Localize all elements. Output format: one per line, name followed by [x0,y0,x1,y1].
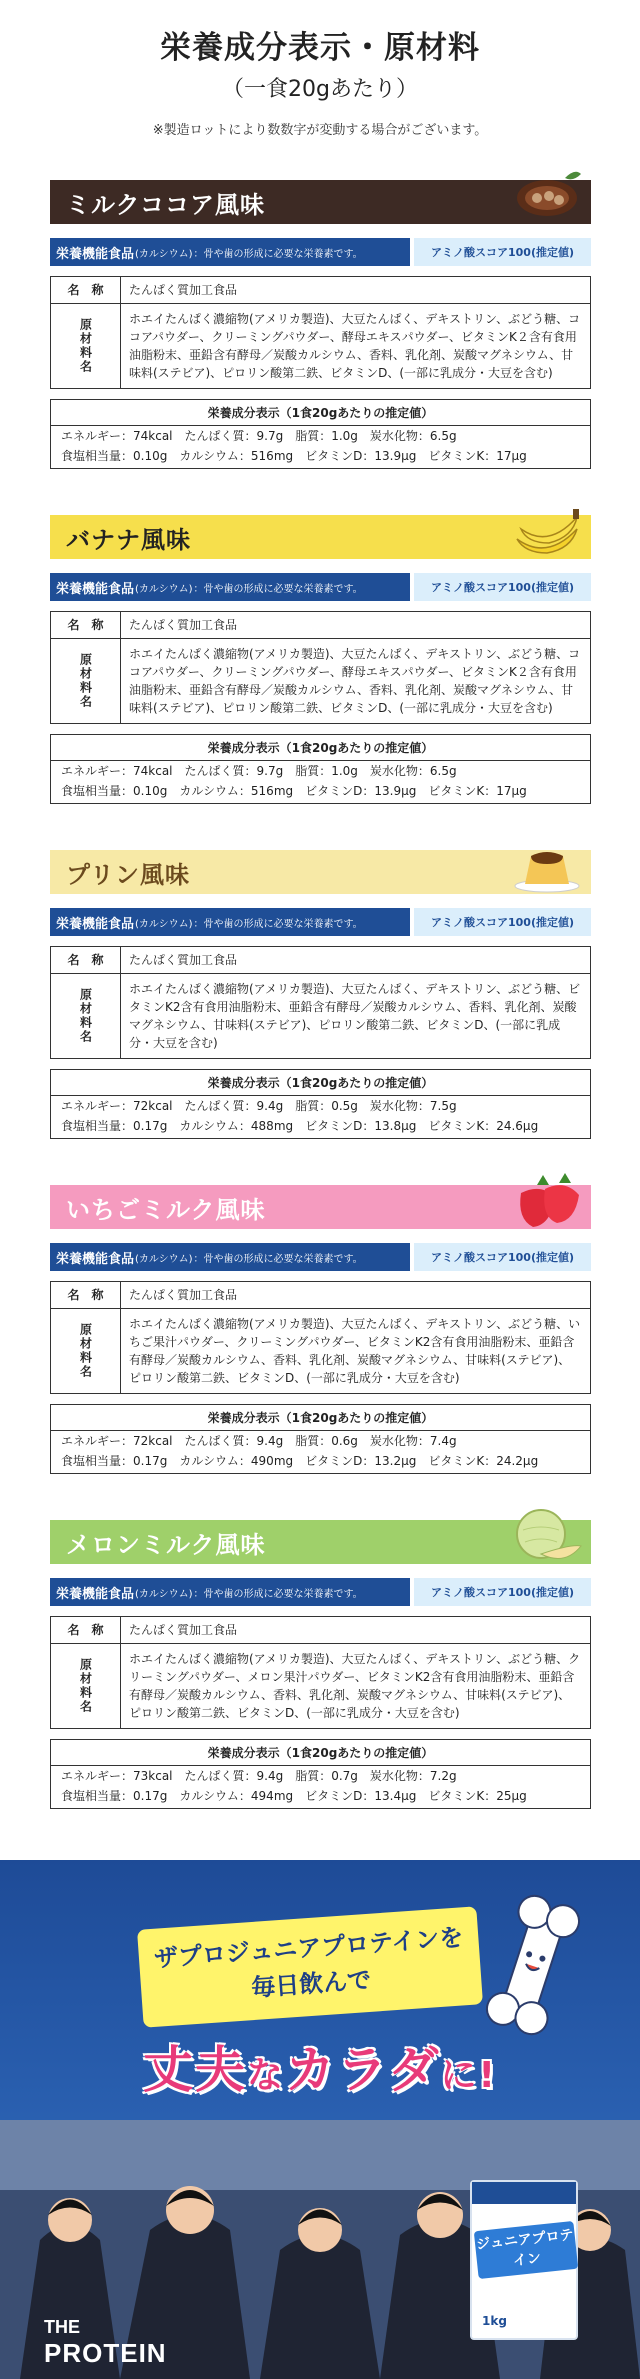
ribbon-line-2: 毎日飲んで [250,1965,373,2003]
headline-part-d: に! [440,2055,497,2096]
functional-food-desc: ：骨や歯の形成に必要な栄養素です。 [193,1588,363,1600]
name-value: たんぱく質加工食品 [129,1623,238,1637]
promo-ribbon [137,1906,483,2027]
function-badge-row [50,908,591,936]
functional-food-nutrient: (カルシウム) [135,1588,193,1600]
ingredients-row [51,1643,590,1728]
function-badge-row [50,573,591,601]
nutrition-line-1: エネルギー：73kcal たんぱく質：9.4g 脂質：0.7g 炭水化物：7.2g [61,1769,457,1783]
functional-food-label: 栄養機能食品 [56,581,135,597]
ingredient-table [50,1281,591,1394]
function-badge-row [50,238,591,266]
promo-banner [0,1860,640,2379]
pudding-icon [511,834,583,896]
nutrition-title: 栄養成分表示（1食20gあたりの推定値） [51,1070,590,1096]
ingredients-value: ホエイたんぱく濃縮物(アメリカ製造)、大豆たんぱく、デキストリン、ぶどう糖、ココアパウダー、クリーミングパウダー、酵母エキスパウダー、ビタミンK２含有食用油脂粉末、亜鉛含有酵母／炭酸カルシウム、香料、乳化剤、炭酸マグネシウム、甘味料(ステビア)、ピロリン酸第二鉄、ビタミンD、(一部に乳成分・大豆を含む) [129,312,581,380]
name-value: たんぱく質加工食品 [129,283,238,297]
functional-food-desc: ：骨や歯の形成に必要な栄養素です。 [193,918,363,930]
the-protein-logo [44,2314,167,2366]
pack-weight: 1kg [482,2314,507,2328]
ingredients-row [51,638,590,723]
ingredients-value: ホエイたんぱく濃縮物(アメリカ製造)、大豆たんぱく、デキストリン、ぶどう糖、ココアパウダー、クリーミングパウダー、酵母エキスパウダー、ビタミンK２含有食用油脂粉末、亜鉛含有酵母／炭酸カルシウム、香料、乳化剤、炭酸マグネシウム、甘味料(ステビア)、ピロリン酸第二鉄、ビタミンD、(一部に乳成分・大豆を含む) [129,647,581,715]
ingredients-row [51,973,590,1058]
name-row [51,947,590,973]
ingredients-row [51,303,590,388]
name-key: 名 称 [51,947,121,973]
name-key: 名 称 [51,612,121,638]
nutrition-line-2: 食塩相当量：0.17g カルシウム：490mg ビタミンD：13.2μg ビタミンK：24.2μg [61,1454,539,1468]
ingredients-key: 原材料名 [51,304,121,388]
flavor-name: バナナ風味 [66,525,191,554]
function-badge-row [50,1243,591,1271]
headline-part-b: な [247,2055,286,2096]
flavor-section [50,1185,591,1474]
functional-food-desc: ：骨や歯の形成に必要な栄養素です。 [193,1253,363,1265]
flavor-section [50,850,591,1139]
amino-score-badge: アミノ酸スコア100(推定値) [414,1578,591,1606]
nutrition-title: 栄養成分表示（1食20gあたりの推定値） [51,1405,590,1431]
functional-food-nutrient: (カルシウム) [135,583,193,595]
logo-line-1: THE [44,2317,80,2337]
flavor-section [50,515,591,804]
nutrition-table [50,1404,591,1474]
ingredients-key: 原材料名 [51,1309,121,1393]
amino-score-badge: アミノ酸スコア100(推定値) [414,908,591,936]
logo-line-2: PROTEIN [44,2338,167,2368]
functional-food-label: 栄養機能食品 [56,1586,135,1602]
amino-score-badge: アミノ酸スコア100(推定値) [414,238,591,266]
functional-food-badge [50,238,410,266]
nutrition-title: 栄養成分表示（1食20gあたりの推定値） [51,400,590,426]
name-row [51,1282,590,1308]
page-title: 栄養成分表示・原材料 [160,30,480,66]
functional-food-label: 栄養機能食品 [56,246,135,262]
nutrition-line-2: 食塩相当量：0.10g カルシウム：516mg ビタミンD：13.9μg ビタミンK：17μg [61,449,527,463]
name-value: たんぱく質加工食品 [129,1288,238,1302]
flavor-section [50,180,591,469]
page-subtitle: （一食20gあたり） [222,77,418,102]
nutrition-line-1: エネルギー：72kcal たんぱく質：9.4g 脂質：0.5g 炭水化物：7.5g [61,1099,457,1113]
ingredient-table [50,611,591,724]
nutrition-line-2: 食塩相当量：0.17g カルシウム：488mg ビタミンD：13.8μg ビタミンK：24.6μg [61,1119,539,1133]
ribbon-line-1: ザプロジュニアプロテインを [153,1923,465,1973]
ingredient-table [50,946,591,1059]
flavor-name: プリン風味 [66,860,191,889]
melon-icon [511,1504,583,1566]
flavor-title-bar [50,515,591,559]
nutrition-table [50,1069,591,1139]
flavor-name: メロンミルク風味 [66,1530,266,1559]
functional-food-badge [50,908,410,936]
functional-food-desc: ：骨や歯の形成に必要な栄養素です。 [193,248,363,260]
nutrition-line-1: エネルギー：74kcal たんぱく質：9.7g 脂質：1.0g 炭水化物：6.5g [61,764,457,778]
flavor-title-bar [50,1185,591,1229]
ingredient-table [50,1616,591,1729]
name-key: 名 称 [51,1282,121,1308]
nutrition-line-1: エネルギー：74kcal たんぱく質：9.7g 脂質：1.0g 炭水化物：6.5g [61,429,457,443]
promo-headline [0,2030,640,2102]
nutrition-table [50,399,591,469]
nutrition-table [50,734,591,804]
nutrition-line-1: エネルギー：72kcal たんぱく質：9.4g 脂質：0.6g 炭水化物：7.4g [61,1434,457,1448]
name-key: 名 称 [51,1617,121,1643]
flavor-title-bar [50,1520,591,1564]
functional-food-nutrient: (カルシウム) [135,248,193,260]
ingredients-key: 原材料名 [51,1644,121,1728]
ingredient-table [50,276,591,389]
functional-food-label: 栄養機能食品 [56,1251,135,1267]
name-key: 名 称 [51,277,121,303]
functional-food-badge [50,1578,410,1606]
name-value: たんぱく質加工食品 [129,618,238,632]
ingredients-value: ホエイたんぱく濃縮物(アメリカ製造)、大豆たんぱく、デキストリン、ぶどう糖、いちご果汁パウダー、クリーミングパウダー、ビタミンK2含有食用油脂粉末、亜鉛含有酵母／炭酸カルシウム、香料、乳化剤、炭酸マグネシウム、甘味料(ステビア)、ピロリン酸第二鉄、ビタミンD、(一部に乳成分・大豆を含む) [129,1317,581,1385]
functional-food-nutrient: (カルシウム) [135,918,193,930]
lot-note: ※製造ロットにより数数字が変動する場合がございます。 [152,123,488,138]
name-row [51,277,590,303]
amino-score-badge: アミノ酸スコア100(推定値) [414,1243,591,1271]
pack-product-name: ジュニアプロテイン [474,2221,578,2279]
functional-food-nutrient: (カルシウム) [135,1253,193,1265]
strawberry-icon [511,1169,583,1231]
functional-food-label: 栄養機能食品 [56,916,135,932]
cocoa-pod-icon [511,164,583,226]
product-package [470,2180,578,2340]
banana-icon [511,499,583,561]
ingredients-value: ホエイたんぱく濃縮物(アメリカ製造)、大豆たんぱく、デキストリン、ぶどう糖、ビタミンK2含有食用油脂粉末、亜鉛含有酵母／炭酸カルシウム、香料、乳化剤、炭酸マグネシウム、甘味料(ステビア)、ピロリン酸第二鉄、ビタミンD、(一部に乳成分・大豆を含む) [129,982,581,1050]
flavor-section [50,1520,591,1809]
flavor-name: いちごミルク風味 [66,1195,266,1224]
nutrition-title: 栄養成分表示（1食20gあたりの推定値） [51,735,590,761]
name-row [51,612,590,638]
nutrition-title: 栄養成分表示（1食20gあたりの推定値） [51,1740,590,1766]
ingredients-key: 原材料名 [51,974,121,1058]
bone-mascot-icon [478,1890,588,2040]
flavor-title-bar [50,180,591,224]
functional-food-badge [50,1243,410,1271]
ingredients-row [51,1308,590,1393]
page-header [0,0,640,140]
name-value: たんぱく質加工食品 [129,953,238,967]
headline-part-a: 丈夫 [143,2041,248,2099]
ingredients-value: ホエイたんぱく濃縮物(アメリカ製造)、大豆たんぱく、デキストリン、ぶどう糖、クリーミングパウダー、メロン果汁パウダー、ビタミンK2含有食用油脂粉末、亜鉛含有酵母／炭酸カルシウム、香料、乳化剤、炭酸マグネシウム、甘味料(ステビア)、ピロリン酸第二鉄、ビタミンD、(一部に乳成分・大豆を含む) [129,1652,581,1720]
nutrition-line-2: 食塩相当量：0.17g カルシウム：494mg ビタミンD：13.4μg ビタミンK：25μg [61,1789,527,1803]
ingredients-key: 原材料名 [51,639,121,723]
flavor-name: ミルクココア風味 [66,190,266,219]
function-badge-row [50,1578,591,1606]
nutrition-line-2: 食塩相当量：0.10g カルシウム：516mg ビタミンD：13.9μg ビタミンK：17μg [61,784,527,798]
functional-food-desc: ：骨や歯の形成に必要な栄養素です。 [193,583,363,595]
amino-score-badge: アミノ酸スコア100(推定値) [414,573,591,601]
flavor-title-bar [50,850,591,894]
headline-part-c: カラダ [285,2041,441,2099]
name-row [51,1617,590,1643]
functional-food-badge [50,573,410,601]
nutrition-table [50,1739,591,1809]
